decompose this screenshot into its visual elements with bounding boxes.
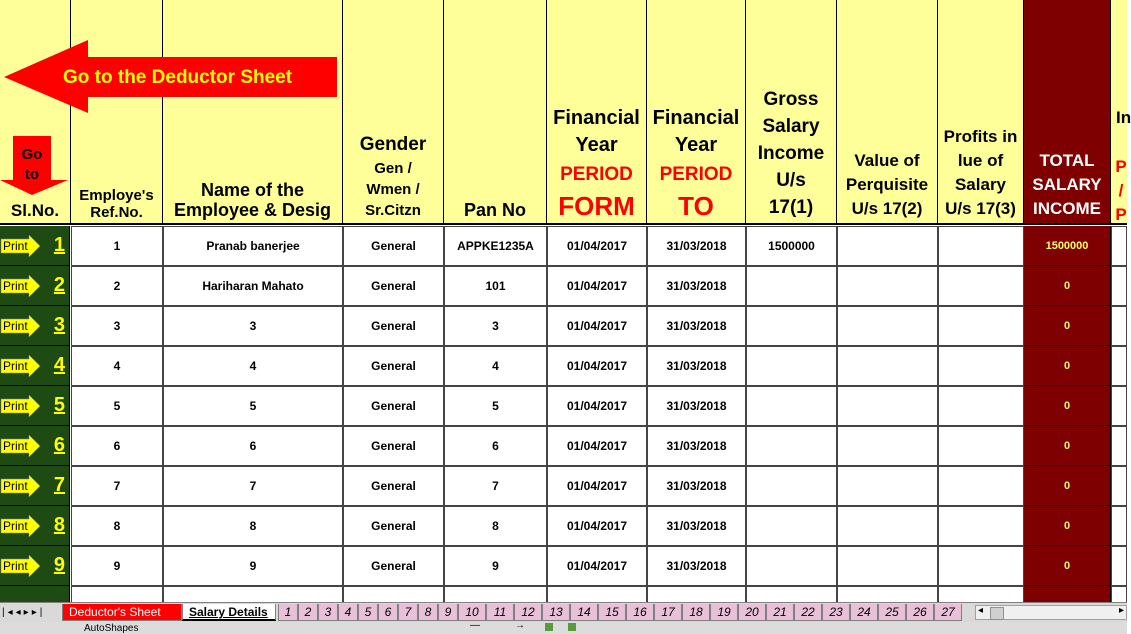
to-date-cell[interactable]: 31/03/2018 (647, 546, 746, 586)
profits-cell[interactable] (938, 546, 1024, 586)
goto-deductor-button[interactable] (4, 40, 338, 113)
goto-small-button[interactable] (0, 136, 70, 196)
gender-cell[interactable]: General (343, 386, 444, 426)
gender-cell[interactable]: General (343, 266, 444, 306)
print-label: Print (3, 319, 28, 333)
tab-sheet-17[interactable]: 17 (654, 604, 682, 621)
goto-small-label: Go to (21, 146, 43, 183)
ref-cell[interactable]: 3 (71, 306, 163, 346)
ref-label: Employe's Ref.No. (79, 186, 154, 221)
slno-cell (0, 266, 70, 306)
to-date-cell[interactable]: 31/03/2018 (647, 466, 746, 506)
total-cell[interactable]: 0 (1024, 266, 1111, 306)
sheet-tab-bar (0, 602, 1127, 622)
pan-cell[interactable]: 101 (444, 266, 547, 306)
tab-sheet-3[interactable]: 3 (318, 604, 338, 621)
scroll-left-icon[interactable]: ◂ (978, 605, 984, 616)
print-button[interactable] (1, 435, 39, 457)
slno-link[interactable]: 7 (53, 474, 65, 496)
gross-cell[interactable] (746, 306, 837, 346)
total-cell[interactable]: 0 (1024, 426, 1111, 466)
from-date-cell[interactable]: 01/04/2017 (547, 386, 647, 426)
profits-cell[interactable] (938, 506, 1024, 546)
header-fy-from (547, 0, 647, 225)
header-gross (746, 0, 837, 225)
next-sheet-icon[interactable]: ▸ (23, 607, 32, 618)
header-gender (343, 0, 444, 225)
name-cell[interactable]: 5 (163, 386, 343, 426)
gross-cell[interactable] (746, 506, 837, 546)
tab-sheet-23[interactable]: 23 (822, 604, 850, 621)
pan-cell[interactable]: 7 (444, 466, 547, 506)
total-cell[interactable]: 0 (1024, 466, 1111, 506)
pan-cell[interactable]: 4 (444, 346, 547, 386)
slno-label: Sl.No. (10, 201, 60, 221)
perq-cell[interactable] (837, 346, 938, 386)
fy-from-title: Financial Year (553, 107, 640, 156)
tab-sheet-24[interactable]: 24 (850, 604, 878, 621)
tab-sheet-16[interactable]: 16 (626, 604, 654, 621)
slno-cell (0, 466, 70, 506)
header-next-partial (1111, 0, 1131, 225)
ref-cell[interactable]: 6 (71, 426, 163, 466)
total-cell[interactable]: 1500000 (1024, 226, 1111, 266)
tab-sheet-1[interactable]: 1 (278, 604, 298, 621)
tab-sheet-6[interactable]: 6 (378, 604, 398, 621)
slno-link[interactable]: 8 (53, 514, 65, 536)
tab-sheet-12[interactable]: 12 (514, 604, 542, 621)
pan-label: Pan No (463, 200, 526, 221)
gross-cell[interactable] (746, 346, 837, 386)
tab-sheet-18[interactable]: 18 (682, 604, 710, 621)
total-cell[interactable]: 0 (1024, 306, 1111, 346)
gender-cell[interactable]: General (343, 306, 444, 346)
from-date-cell[interactable]: 01/04/2017 (547, 226, 647, 266)
form-label: FORM (558, 191, 635, 221)
name-cell[interactable]: Pranab banerjee (163, 226, 343, 266)
scroll-thumb[interactable] (990, 607, 1004, 620)
print-button[interactable] (1, 235, 39, 257)
print-button[interactable] (1, 475, 39, 497)
perq-cell[interactable] (837, 546, 938, 586)
print-label: Print (3, 359, 28, 373)
from-date-cell[interactable]: 01/04/2017 (547, 346, 647, 386)
perq-label: Value of Perquisite U/s 17(2) (845, 151, 929, 218)
print-label: Print (3, 239, 28, 253)
gender-cell[interactable]: General (343, 346, 444, 386)
tab-sheet-22[interactable]: 22 (794, 604, 822, 621)
total-label: TOTAL SALARY INCOME (1032, 151, 1102, 218)
slno-link[interactable]: 5 (53, 394, 65, 416)
profits-cell[interactable] (938, 386, 1024, 426)
oval-tool-icon[interactable] (568, 623, 576, 631)
slno-link[interactable]: 1 (53, 234, 65, 256)
to-date-cell[interactable]: 31/03/2018 (647, 426, 746, 466)
total-cell[interactable]: 0 (1024, 546, 1111, 586)
name-cell[interactable]: 8 (163, 506, 343, 546)
profits-cell[interactable] (938, 426, 1024, 466)
header-fy-to (647, 0, 746, 225)
from-date-cell[interactable]: 01/04/2017 (547, 266, 647, 306)
perq-cell[interactable] (837, 226, 938, 266)
tab-scroll-buttons[interactable] (2, 604, 60, 621)
profits-cell[interactable] (938, 266, 1024, 306)
header-profits (938, 0, 1024, 225)
gross-cell[interactable] (746, 466, 837, 506)
pan-cell[interactable]: 3 (444, 306, 547, 346)
tab-sheet-21[interactable]: 21 (766, 604, 794, 621)
name-cell[interactable]: 4 (163, 346, 343, 386)
next-col-cell[interactable] (1111, 426, 1127, 466)
gross-label: Gross Salary Income U/s 17(1) (757, 89, 825, 218)
tab-sheet-19[interactable]: 19 (710, 604, 738, 621)
header-pan (444, 0, 547, 225)
arrow-tool-icon[interactable]: → (515, 620, 525, 631)
ref-cell[interactable]: 8 (71, 506, 163, 546)
slno-cell (0, 306, 70, 346)
last-sheet-icon[interactable]: ▸| (31, 607, 46, 618)
tab-sheet-14[interactable]: 14 (570, 604, 598, 621)
tab-deductors-sheet[interactable]: Deductor's Sheet (62, 604, 182, 621)
gender-cell[interactable]: General (343, 426, 444, 466)
tab-salary-details[interactable]: Salary Details (182, 604, 276, 621)
name-cell[interactable]: 6 (163, 426, 343, 466)
to-date-cell[interactable]: 31/03/2018 (647, 346, 746, 386)
slno-cell (0, 506, 70, 546)
drawing-toolbar (0, 622, 1127, 634)
name-label: Name of the Employee & Desig (173, 179, 332, 221)
print-button[interactable] (1, 515, 39, 537)
perq-cell[interactable] (837, 386, 938, 426)
autoshapes-menu[interactable]: AutoShapes (84, 623, 139, 634)
print-button[interactable] (1, 555, 39, 577)
tab-sheet-10[interactable]: 10 (458, 604, 486, 621)
print-button[interactable] (1, 275, 39, 297)
ref-cell[interactable]: 1 (71, 226, 163, 266)
slno-cell (0, 546, 70, 586)
header-total (1024, 0, 1111, 225)
first-sheet-icon[interactable]: |◂ (2, 607, 16, 618)
tab-sheet-4[interactable]: 4 (338, 604, 358, 621)
print-button[interactable] (1, 315, 39, 337)
name-cell[interactable]: Hariharan Mahato (163, 266, 343, 306)
perq-cell[interactable] (837, 466, 938, 506)
print-label: Print (3, 519, 28, 533)
ref-cell[interactable]: 7 (71, 466, 163, 506)
tab-sheet-2[interactable]: 2 (298, 604, 318, 621)
slno-cell (0, 426, 70, 466)
slno-cell (0, 226, 70, 266)
to-label: TO (678, 191, 714, 221)
tab-sheet-15[interactable]: 15 (598, 604, 626, 621)
print-label: Print (3, 439, 28, 453)
tab-sheet-26[interactable]: 26 (906, 604, 934, 621)
total-cell[interactable]: 0 (1024, 346, 1111, 386)
perq-cell[interactable] (837, 266, 938, 306)
slno-cell (0, 386, 70, 426)
next-col-cell[interactable] (1111, 266, 1127, 306)
next-col-cell[interactable] (1111, 546, 1127, 586)
next-col-cell[interactable] (1111, 346, 1127, 386)
profits-label: Profits in lue of Salary U/s 17(3) (943, 127, 1018, 218)
profits-cell[interactable] (938, 226, 1024, 266)
tab-sheet-5[interactable]: 5 (358, 604, 378, 621)
next-col-cell[interactable] (1111, 506, 1127, 546)
profits-cell[interactable] (938, 306, 1024, 346)
to-date-cell[interactable]: 31/03/2018 (647, 306, 746, 346)
tab-sheet-13[interactable]: 13 (542, 604, 570, 621)
gross-cell[interactable] (746, 546, 837, 586)
from-date-cell[interactable]: 01/04/2017 (547, 506, 647, 546)
from-date-cell[interactable]: 01/04/2017 (547, 466, 647, 506)
to-date-cell[interactable]: 31/03/2018 (647, 386, 746, 426)
next-col-cell[interactable] (1111, 466, 1127, 506)
horizontal-scrollbar[interactable] (975, 605, 1127, 620)
print-button[interactable] (1, 355, 39, 377)
gross-cell[interactable] (746, 386, 837, 426)
period-to-label: PERIOD (659, 164, 733, 185)
ref-cell[interactable]: 2 (71, 266, 163, 306)
slno-link[interactable]: 4 (53, 354, 65, 376)
header-perq (837, 0, 938, 225)
pan-cell[interactable]: 6 (444, 426, 547, 466)
profits-cell[interactable] (938, 346, 1024, 386)
gender-cell[interactable]: General (343, 226, 444, 266)
print-label: Print (3, 559, 28, 573)
tab-sheet-7[interactable]: 7 (398, 604, 418, 621)
pan-cell[interactable]: 5 (444, 386, 547, 426)
fy-to-title: Financial Year (652, 107, 740, 156)
total-cell[interactable]: 0 (1024, 506, 1111, 546)
slno-link[interactable]: 6 (53, 434, 65, 456)
rectangle-tool-icon[interactable] (545, 623, 553, 631)
pan-cell[interactable]: APPKE1235A (444, 226, 547, 266)
to-date-cell[interactable]: 31/03/2018 (647, 506, 746, 546)
print-label: Print (3, 399, 28, 413)
tab-sheet-20[interactable]: 20 (738, 604, 766, 621)
print-label: Print (3, 279, 28, 293)
slno-link[interactable]: 9 (53, 554, 65, 576)
slno-link[interactable]: 3 (53, 314, 65, 336)
next-col-cell[interactable] (1111, 226, 1127, 266)
name-cell[interactable]: 9 (163, 546, 343, 586)
tab-sheet-11[interactable]: 11 (486, 604, 514, 621)
print-button[interactable] (1, 395, 39, 417)
to-date-cell[interactable]: 31/03/2018 (647, 226, 746, 266)
next-col-red-label: P / P (1115, 157, 1127, 224)
pan-cell[interactable]: 8 (444, 506, 547, 546)
name-cell[interactable]: 7 (163, 466, 343, 506)
tab-sheet-25[interactable]: 25 (878, 604, 906, 621)
gross-cell[interactable] (746, 266, 837, 306)
ref-cell[interactable]: 5 (71, 386, 163, 426)
perq-cell[interactable] (837, 306, 938, 346)
gender-sub: Gen / Wmen / Sr.Citzn (365, 160, 421, 219)
from-date-cell[interactable]: 01/04/2017 (547, 306, 647, 346)
gender-cell[interactable]: General (343, 466, 444, 506)
period-from-label: PERIOD (560, 164, 633, 185)
from-date-cell[interactable]: 01/04/2017 (547, 546, 647, 586)
from-date-cell[interactable]: 01/04/2017 (547, 426, 647, 466)
perq-cell[interactable] (837, 506, 938, 546)
gender-cell[interactable]: General (343, 546, 444, 586)
print-label: Print (3, 479, 28, 493)
profits-cell[interactable] (938, 466, 1024, 506)
line-tool-icon[interactable]: — (470, 620, 480, 631)
perq-cell[interactable] (837, 426, 938, 466)
next-col-cell[interactable] (1111, 386, 1127, 426)
next-col-cell[interactable] (1111, 306, 1127, 346)
next-col-partial-label: In (1116, 108, 1131, 127)
prev-sheet-icon[interactable]: ◂ (15, 607, 24, 618)
to-date-cell[interactable]: 31/03/2018 (647, 266, 746, 306)
scroll-right-icon[interactable]: ▸ (1118, 605, 1124, 616)
pan-cell[interactable]: 9 (444, 546, 547, 586)
slno-link[interactable]: 2 (53, 274, 65, 296)
tab-sheet-8[interactable]: 8 (418, 604, 438, 621)
tab-sheet-9[interactable]: 9 (438, 604, 458, 621)
gender-cell[interactable]: General (343, 506, 444, 546)
ref-cell[interactable]: 4 (71, 346, 163, 386)
ref-cell[interactable]: 9 (71, 546, 163, 586)
gender-title: Gender (359, 134, 427, 156)
slno-cell (0, 346, 70, 386)
gross-cell[interactable] (746, 426, 837, 466)
name-cell[interactable]: 3 (163, 306, 343, 346)
goto-deductor-label: Go to the Deductor Sheet (63, 67, 293, 88)
gross-cell[interactable]: 1500000 (746, 226, 837, 266)
total-cell[interactable]: 0 (1024, 386, 1111, 426)
tab-sheet-27[interactable]: 27 (934, 604, 962, 621)
